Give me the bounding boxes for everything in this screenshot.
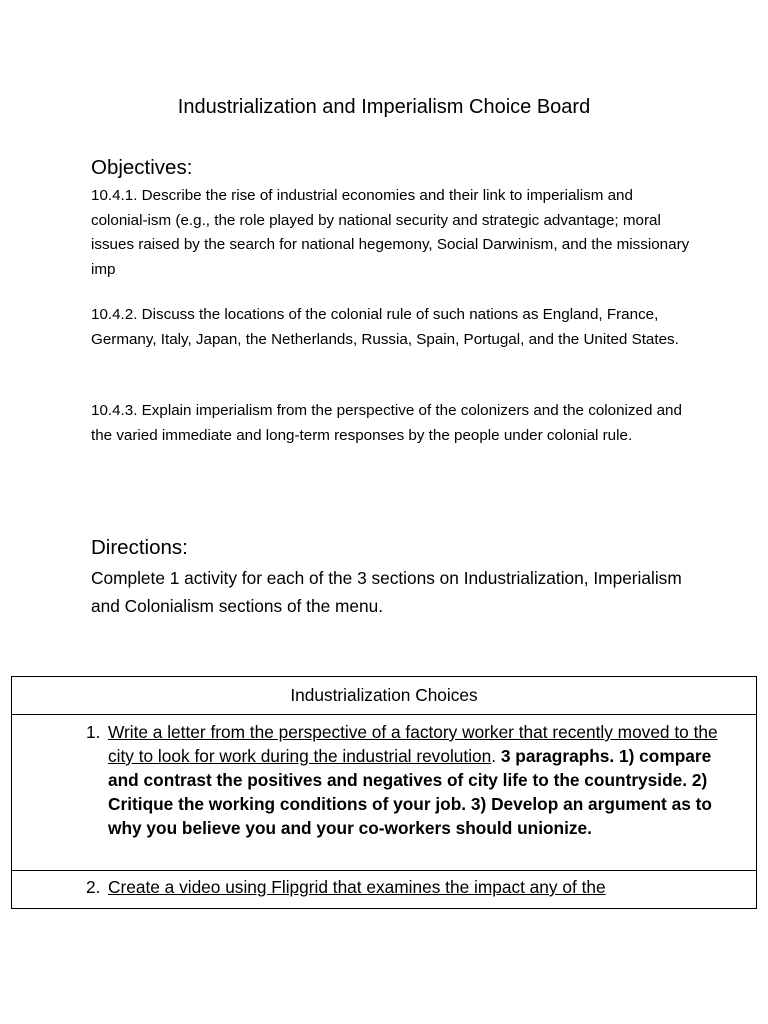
directions-heading: Directions: <box>91 536 188 559</box>
choice-row-1 <box>12 715 756 871</box>
document-title: Industrialization and Imperialism Choice Board <box>177 96 591 118</box>
choice-number: 1. <box>86 722 101 742</box>
choice-task: Create a video using Flipgrid that examines the impact any of the <box>108 877 606 897</box>
choice-separator: . <box>491 746 501 766</box>
choice-task: Write a letter from the perspective of a factory worker that recently moved to the city to look for work during the industrial revolution <box>108 722 718 766</box>
choice-row-2 <box>12 871 756 899</box>
objective-10-4-3: 10.4.3. Explain imperialism from the perspective of the colonizers and the colonized and the varied immediate and long-term responses by the people under colonial rule. <box>91 402 682 444</box>
directions-text: Complete 1 activity for each of the 3 sections on Industrialization, Imperialism and Colonialism sections of the menu. <box>91 568 682 616</box>
choice-requirements: 3 paragraphs. 1) compare and contrast the positives and negatives of city life to the countryside. 2) Critique the working conditions of your job. 3) Develop an argument as to why you believe you and your co-workers should unionize. <box>108 746 712 838</box>
industrialization-choices-table <box>11 676 757 909</box>
table-header: Industrialization Choices <box>12 677 756 715</box>
choice-number: 2. <box>86 877 101 897</box>
objectives-heading: Objectives: <box>91 156 193 179</box>
choice-body <box>108 875 736 899</box>
objective-10-4-1: 10.4.1. Describe the rise of industrial economies and their link to imperialism and colonial-ism (e.g., the role played by national security and strategic advantage; moral issues raised by the search for national hegemony, Social Darwinism, and the missionary imp <box>91 187 690 278</box>
objective-10-4-2: 10.4.2. Discuss the locations of the colonial rule of such nations as England, France, Germany, Italy, Japan, the Netherlands, Russia, Spain, Portugal, and the United States. <box>91 306 679 348</box>
choice-body <box>108 720 736 840</box>
